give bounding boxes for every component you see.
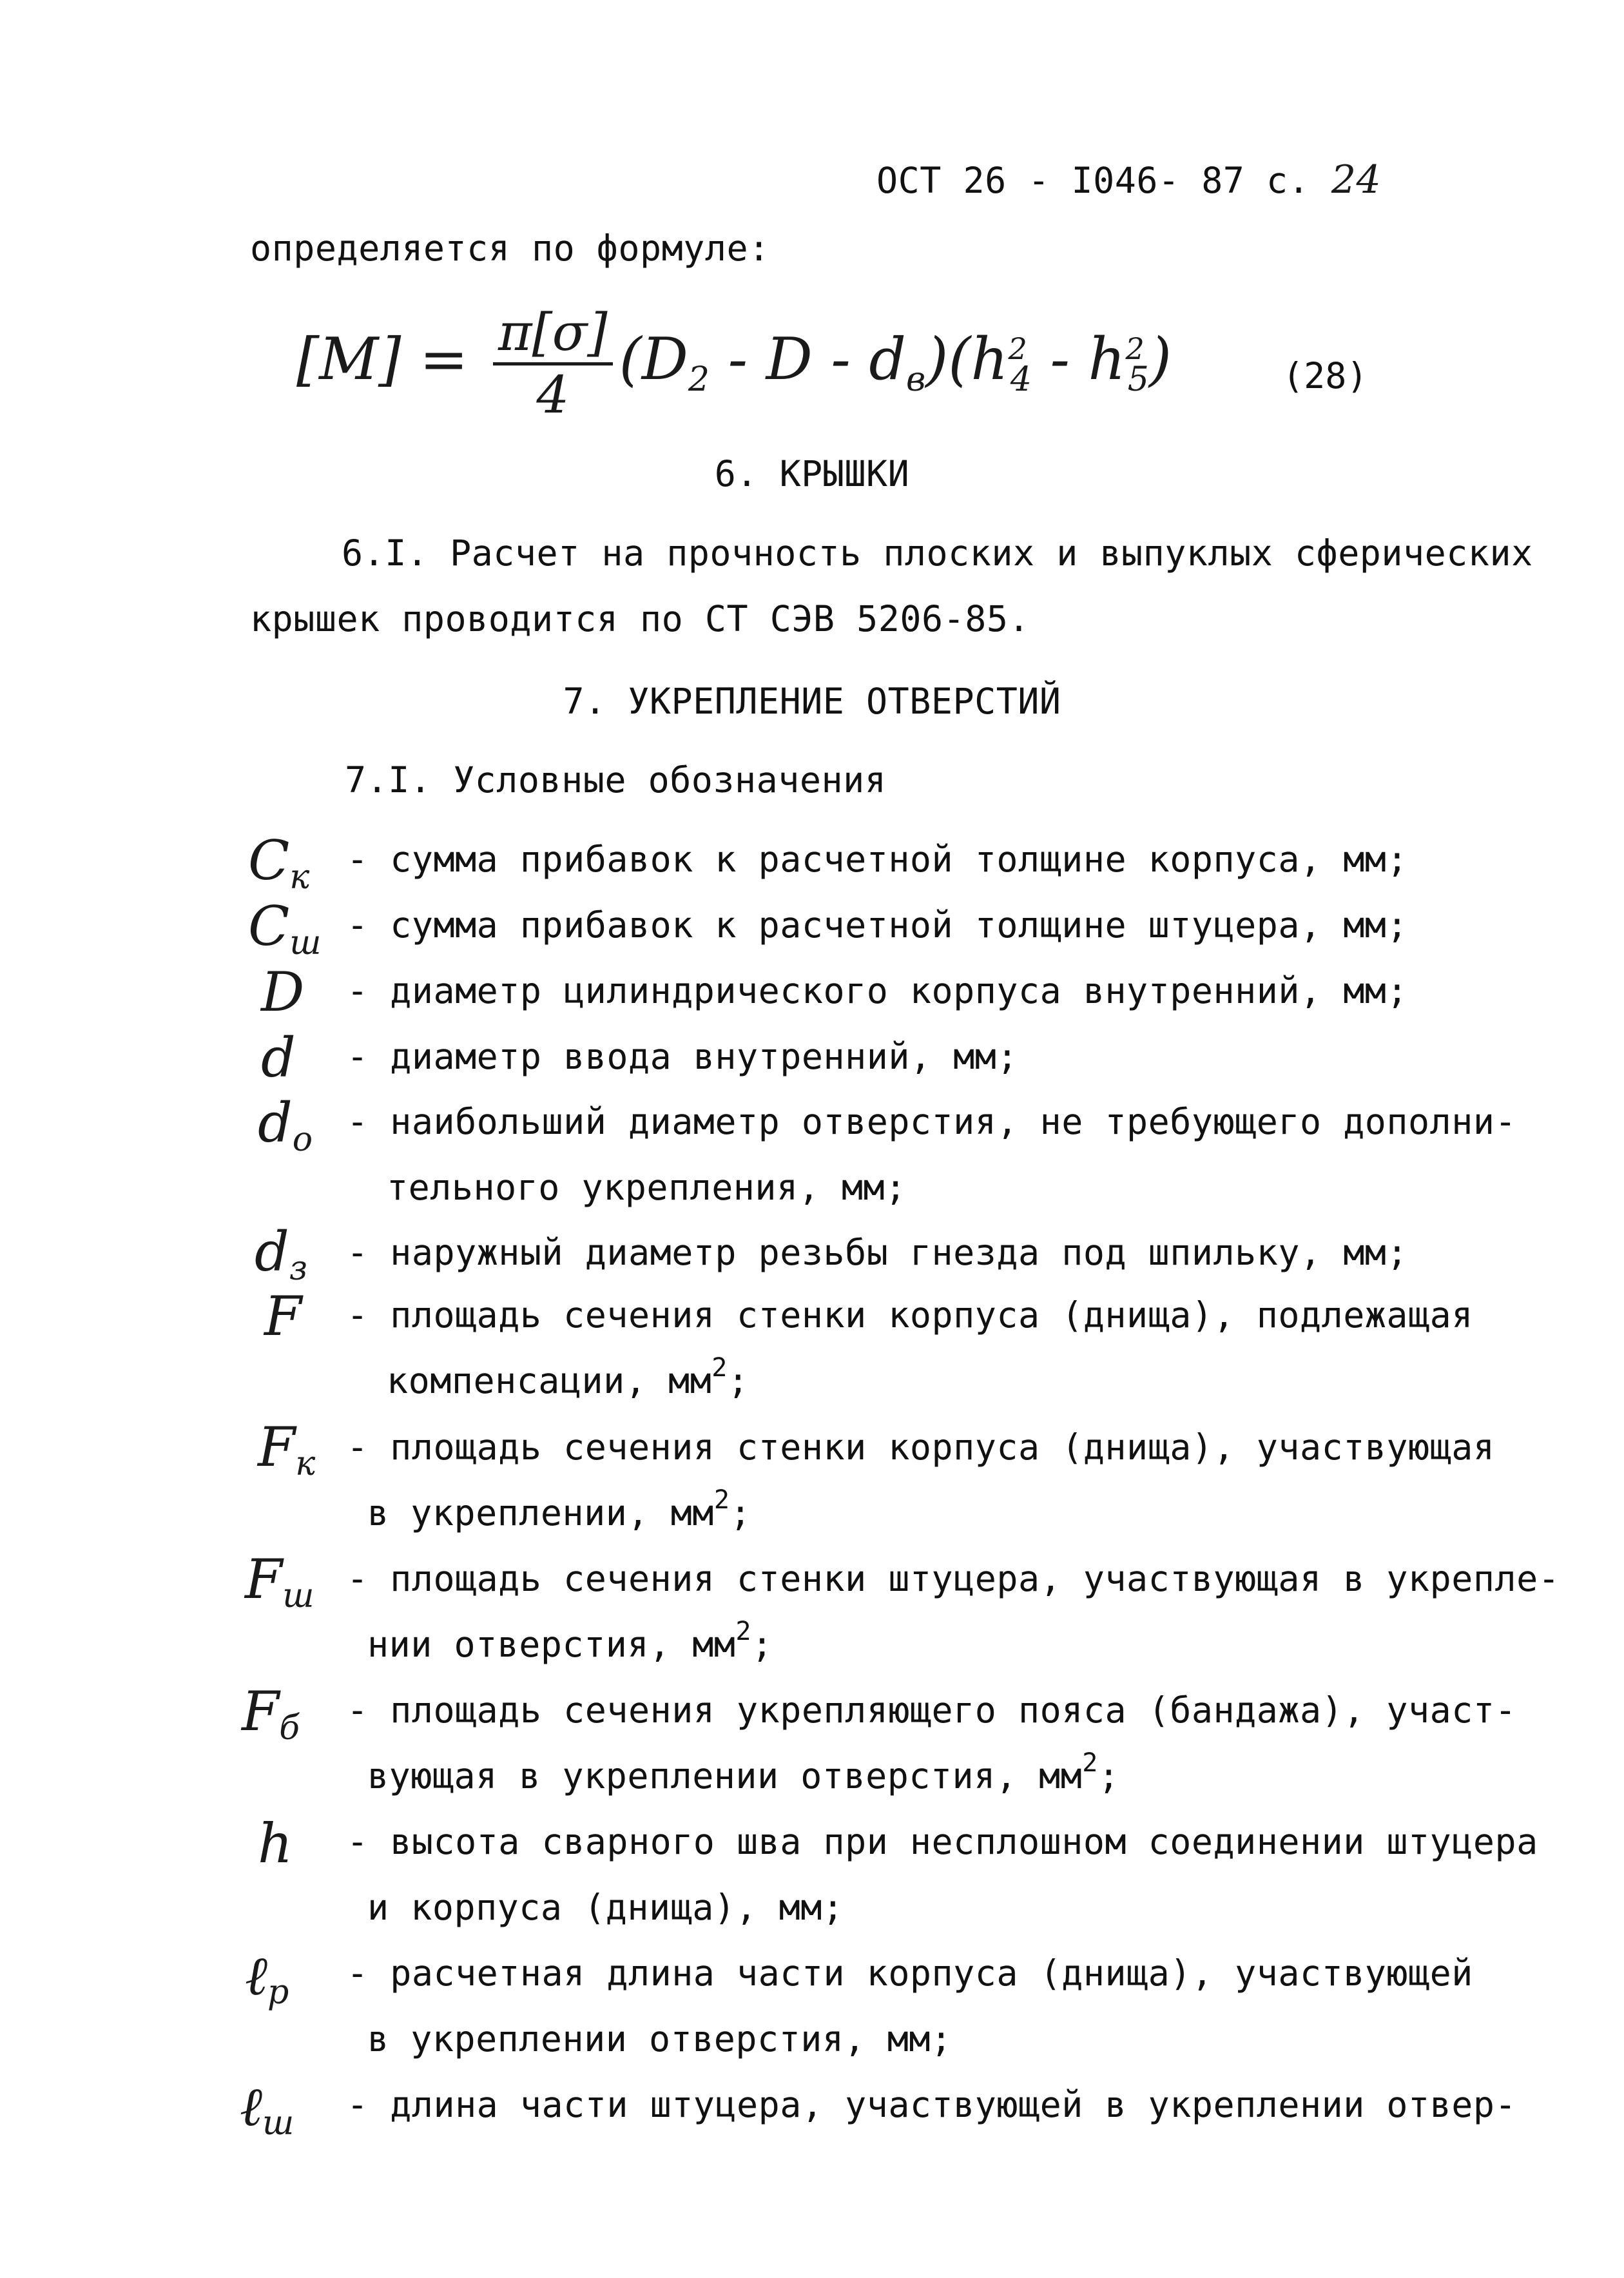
formula-fraction: [493, 303, 613, 425]
definition-d0-line-2: тельного укрепления, мм;: [387, 1167, 907, 1208]
definition-fk-line-1: - площадь сечения стенки корпуса (днища), участвующая: [347, 1426, 1495, 1468]
definition-h-line-2: и корпуса (днища), мм;: [367, 1887, 844, 1928]
section-6-paragraph-line-2: крышек проводится по СТ СЭВ 5206-85.: [250, 598, 1030, 639]
definition-ck: - сумма прибавок к расчетной толщине корпуса, мм;: [347, 839, 1409, 880]
symbol-csh: $C_ш$: [248, 895, 322, 962]
definition-fk-line-2: в укреплении, $мм^2$;: [367, 1485, 752, 1533]
symbol-d: d: [261, 1026, 296, 1089]
symbol-h: h: [258, 1812, 293, 1875]
definition-d: - диаметр ввода внутренний, мм;: [347, 1036, 1018, 1077]
definition-lp-line-1: - расчетная длина части корпуса (днища), участвующей: [347, 1952, 1473, 1994]
symbol-d-capital: D: [261, 960, 305, 1024]
formula-28: [296, 303, 1172, 425]
section-6-heading: 6. КРЫШКИ: [714, 453, 910, 494]
section-6-paragraph-line-1: 6.I. Расчет на прочность плоских и выпуклых сферических: [342, 532, 1533, 574]
definition-f-line-2: компенсации, $мм^2$;: [387, 1353, 749, 1401]
formula-sup-c: 2: [1008, 331, 1027, 366]
formula-number: (28): [1282, 355, 1368, 396]
definition-dz: - наружный диаметр резьбы гнезда под шпильку, мм;: [347, 1232, 1409, 1273]
formula-part-c: )(h: [925, 325, 1009, 393]
formula-denominator: 4: [536, 365, 570, 425]
symbol-dz: $d_з$: [255, 1220, 308, 1288]
symbol-lp: ℓ$_р$: [245, 1944, 289, 2012]
definition-lsh-line-1: - длина части штуцера, участвующей в укреплении отвер-: [347, 2084, 1517, 2125]
section-7-subheading: 7.I. Условные обозначения: [345, 759, 887, 801]
definition-fsh-line-2: нии отверстия, $мм^2$;: [367, 1617, 773, 1665]
formula-sub-c: 4: [1010, 360, 1032, 399]
symbol-lsh: ℓ$_ш$: [240, 2075, 295, 2143]
page-number: 24: [1331, 157, 1382, 202]
definition-h-line-1: - высота сварного шва при несплошном соединении штуцера: [347, 1821, 1538, 1862]
formula-part-e: ): [1148, 325, 1172, 393]
definition-fb-line-1: - площадь сечения укрепляющего пояса (бандажа), участ-: [347, 1689, 1517, 1731]
formula-sub-b: в: [906, 360, 926, 399]
formula-lhs: [M] =: [296, 325, 469, 393]
formula-sup-d: 2: [1125, 331, 1145, 366]
symbol-fk: $F_к$: [258, 1416, 316, 1483]
definition-fsh-line-1: - площадь сечения стенки штуцера, участвующая в укрепле-: [347, 1558, 1560, 1599]
definition-d0-line-1: - наибольший диаметр отверстия, не требующего дополни-: [347, 1101, 1517, 1142]
symbol-fsh: $F_ш$: [245, 1548, 314, 1615]
formula-part-a: (D: [619, 325, 688, 393]
definition-d-capital: - диаметр цилиндрического корпуса внутренний, мм;: [347, 970, 1409, 1011]
definition-csh: - сумма прибавок к расчетной толщине штуцера, мм;: [347, 904, 1409, 946]
doc-code: ОСТ 26 - I046- 87 с.: [876, 160, 1331, 201]
symbol-f: F: [264, 1285, 302, 1348]
formula-part-b: - D - d: [710, 325, 907, 393]
symbol-ck: $C_к$: [248, 829, 310, 897]
definition-f-line-1: - площадь сечения стенки корпуса (днища), подлежащая: [347, 1294, 1473, 1336]
symbol-fb: $F_б$: [242, 1680, 300, 1747]
intro-line: определяется по формуле:: [250, 228, 770, 269]
formula-sub-d: 5: [1127, 360, 1149, 399]
formula-sub-a: 2: [688, 360, 710, 399]
symbol-d0: $d_о$: [258, 1091, 313, 1159]
definition-fb-line-2: вующая в укреплении отверстия, $мм^2$;: [367, 1748, 1120, 1796]
definition-lp-line-2: в укреплении отверстия, мм;: [367, 2018, 952, 2059]
page-header: [876, 157, 1381, 203]
formula-numerator: π[σ]: [493, 303, 613, 365]
section-7-heading: 7. УКРЕПЛЕНИЕ ОТВЕРСТИЙ: [563, 681, 1061, 722]
formula-part-d: - h: [1031, 325, 1126, 393]
